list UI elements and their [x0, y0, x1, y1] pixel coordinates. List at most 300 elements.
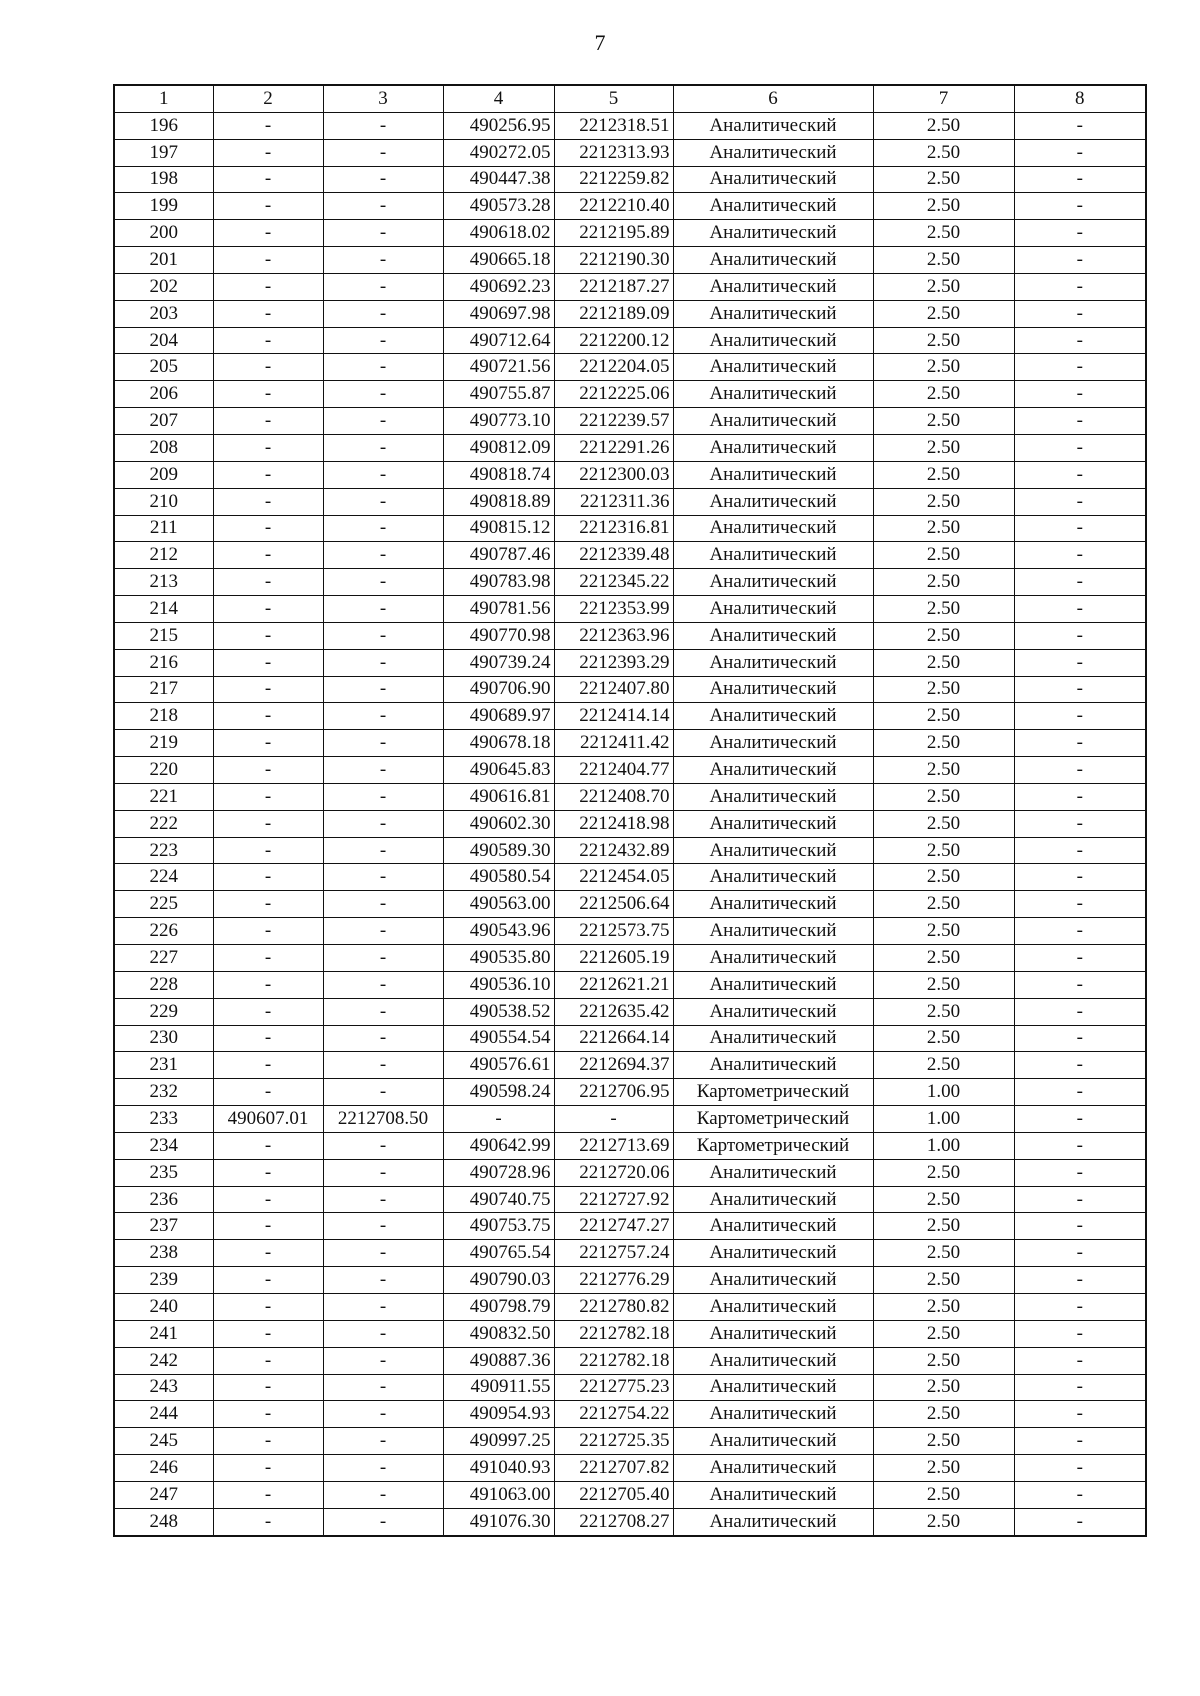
- table-cell: 235: [114, 1159, 213, 1186]
- table-cell: -: [213, 112, 323, 139]
- table-cell: -: [213, 998, 323, 1025]
- table-cell: Аналитический: [673, 1455, 873, 1482]
- table-cell: -: [213, 1025, 323, 1052]
- table-cell: 2212225.06: [554, 381, 673, 408]
- table-cell: Аналитический: [673, 596, 873, 623]
- table-row: [114, 703, 1146, 730]
- table-cell: -: [323, 1052, 443, 1079]
- table-cell: 2212407.80: [554, 676, 673, 703]
- table-cell: 236: [114, 1186, 213, 1213]
- table-row: [114, 1401, 1146, 1428]
- table-cell: 208: [114, 434, 213, 461]
- table-cell: Аналитический: [673, 945, 873, 972]
- table-cell: Аналитический: [673, 918, 873, 945]
- page-number: 7: [594, 30, 606, 55]
- table-cell: 490678.18: [443, 730, 554, 757]
- table-row: [114, 1052, 1146, 1079]
- table-cell: 243: [114, 1374, 213, 1401]
- table-cell: 2212725.35: [554, 1428, 673, 1455]
- table-cell: -: [323, 381, 443, 408]
- table-cell: -: [1014, 1159, 1146, 1186]
- table-row: [114, 247, 1146, 274]
- table-cell: Аналитический: [673, 703, 873, 730]
- table-cell: 196: [114, 112, 213, 139]
- table-cell: -: [1014, 1079, 1146, 1106]
- table-cell: 225: [114, 891, 213, 918]
- table-cell: 228: [114, 971, 213, 998]
- table-cell: -: [1014, 971, 1146, 998]
- table-cell: 2212339.48: [554, 542, 673, 569]
- table-cell: 1.00: [873, 1132, 1014, 1159]
- table-cell: 2.50: [873, 1186, 1014, 1213]
- table-cell: 1.00: [873, 1079, 1014, 1106]
- table-cell: -: [1014, 1267, 1146, 1294]
- table-cell: -: [213, 1481, 323, 1508]
- table-cell: -: [1014, 220, 1146, 247]
- table-cell: 220: [114, 757, 213, 784]
- table-cell: 490272.05: [443, 139, 554, 166]
- table-cell: -: [323, 757, 443, 784]
- table-cell: 490818.89: [443, 488, 554, 515]
- table-cell: 2212621.21: [554, 971, 673, 998]
- table-cell: 206: [114, 381, 213, 408]
- table-cell: -: [443, 1106, 554, 1133]
- table-row: [114, 434, 1146, 461]
- table-cell: -: [1014, 300, 1146, 327]
- table-cell: Аналитический: [673, 1481, 873, 1508]
- table-cell: -: [213, 1132, 323, 1159]
- table-cell: 2.50: [873, 649, 1014, 676]
- table-cell: -: [1014, 757, 1146, 784]
- table-cell: -: [323, 1240, 443, 1267]
- table-cell: 2212259.82: [554, 166, 673, 193]
- table-cell: Аналитический: [673, 1186, 873, 1213]
- table-cell: 2.50: [873, 1455, 1014, 1482]
- table-cell: -: [213, 1428, 323, 1455]
- table-cell: Аналитический: [673, 273, 873, 300]
- table-cell: 218: [114, 703, 213, 730]
- table-cell: -: [1014, 273, 1146, 300]
- table-cell: 2212411.42: [554, 730, 673, 757]
- table-cell: -: [1014, 112, 1146, 139]
- table-row: [114, 112, 1146, 139]
- table-cell: Аналитический: [673, 1159, 873, 1186]
- table-cell: 2.50: [873, 864, 1014, 891]
- table-cell: -: [323, 1079, 443, 1106]
- table-cell: -: [1014, 1374, 1146, 1401]
- table-row: [114, 810, 1146, 837]
- table-cell: 2.50: [873, 569, 1014, 596]
- table-cell: 2.50: [873, 837, 1014, 864]
- table-cell: -: [1014, 1025, 1146, 1052]
- column-header: 6: [673, 85, 873, 112]
- table-cell: 490954.93: [443, 1401, 554, 1428]
- table-cell: 2.50: [873, 1159, 1014, 1186]
- table-cell: 242: [114, 1347, 213, 1374]
- table-cell: -: [323, 139, 443, 166]
- table-cell: -: [213, 649, 323, 676]
- table-cell: Аналитический: [673, 891, 873, 918]
- table-cell: 229: [114, 998, 213, 1025]
- table-cell: -: [323, 1455, 443, 1482]
- table-cell: 490818.74: [443, 461, 554, 488]
- table-cell: Аналитический: [673, 354, 873, 381]
- table-cell: -: [213, 139, 323, 166]
- coordinates-table: [113, 84, 1147, 1537]
- table-cell: -: [554, 1106, 673, 1133]
- table-cell: 241: [114, 1320, 213, 1347]
- table-cell: 490832.50: [443, 1320, 554, 1347]
- table-row: [114, 1159, 1146, 1186]
- table-cell: 490812.09: [443, 434, 554, 461]
- table-cell: -: [1014, 461, 1146, 488]
- table-cell: -: [323, 1508, 443, 1535]
- table-row: [114, 1267, 1146, 1294]
- table-row: [114, 488, 1146, 515]
- table-cell: 2212404.77: [554, 757, 673, 784]
- table-cell: -: [323, 166, 443, 193]
- table-cell: -: [323, 1267, 443, 1294]
- table-cell: -: [213, 408, 323, 435]
- table-cell: -: [323, 1293, 443, 1320]
- table-row: [114, 1213, 1146, 1240]
- table-cell: Аналитический: [673, 434, 873, 461]
- table-cell: 209: [114, 461, 213, 488]
- table-cell: 2212418.98: [554, 810, 673, 837]
- table-row: [114, 649, 1146, 676]
- table-cell: 2.50: [873, 730, 1014, 757]
- table-cell: 490712.64: [443, 327, 554, 354]
- table-cell: -: [213, 1347, 323, 1374]
- table-cell: Аналитический: [673, 569, 873, 596]
- table-cell: -: [323, 1132, 443, 1159]
- table-cell: 490911.55: [443, 1374, 554, 1401]
- table-row: [114, 1428, 1146, 1455]
- table-cell: -: [213, 730, 323, 757]
- table-cell: -: [213, 1508, 323, 1535]
- table-cell: 2212210.40: [554, 193, 673, 220]
- table-cell: -: [213, 1374, 323, 1401]
- table-row: [114, 569, 1146, 596]
- table-cell: 2.50: [873, 1240, 1014, 1267]
- table-cell: Аналитический: [673, 542, 873, 569]
- table-cell: -: [1014, 1455, 1146, 1482]
- table-cell: Аналитический: [673, 864, 873, 891]
- table-cell: 221: [114, 783, 213, 810]
- table-cell: 238: [114, 1240, 213, 1267]
- table-cell: -: [323, 971, 443, 998]
- table-cell: 201: [114, 247, 213, 274]
- table-cell: Аналитический: [673, 488, 873, 515]
- table-cell: 2212316.81: [554, 515, 673, 542]
- table-cell: -: [213, 434, 323, 461]
- table-cell: 2212573.75: [554, 918, 673, 945]
- table-row: [114, 1132, 1146, 1159]
- table-cell: -: [213, 300, 323, 327]
- table-cell: -: [323, 434, 443, 461]
- table-cell: 2212780.82: [554, 1293, 673, 1320]
- table-cell: -: [1014, 730, 1146, 757]
- table-cell: 199: [114, 193, 213, 220]
- table-cell: -: [323, 1186, 443, 1213]
- table-cell: 2.50: [873, 112, 1014, 139]
- table-cell: Аналитический: [673, 1347, 873, 1374]
- table-cell: 215: [114, 622, 213, 649]
- table-cell: -: [213, 542, 323, 569]
- table-cell: 490535.80: [443, 945, 554, 972]
- table-cell: Аналитический: [673, 757, 873, 784]
- table-cell: -: [213, 273, 323, 300]
- table-cell: 2212187.27: [554, 273, 673, 300]
- table-cell: -: [213, 1240, 323, 1267]
- table-cell: -: [323, 193, 443, 220]
- table-cell: 248: [114, 1508, 213, 1535]
- table-cell: -: [323, 488, 443, 515]
- table-cell: -: [323, 1347, 443, 1374]
- table-cell: 246: [114, 1455, 213, 1482]
- table-cell: -: [213, 1455, 323, 1482]
- table-cell: 490706.90: [443, 676, 554, 703]
- table-cell: 490589.30: [443, 837, 554, 864]
- table-cell: -: [323, 1428, 443, 1455]
- table-cell: 490787.46: [443, 542, 554, 569]
- table-cell: Аналитический: [673, 1293, 873, 1320]
- table-cell: 490728.96: [443, 1159, 554, 1186]
- table-cell: 2212775.23: [554, 1374, 673, 1401]
- table-cell: 490642.99: [443, 1132, 554, 1159]
- table-cell: 2.50: [873, 783, 1014, 810]
- table-cell: Аналитический: [673, 408, 873, 435]
- table-cell: 203: [114, 300, 213, 327]
- table-cell: 2.50: [873, 247, 1014, 274]
- table-row: [114, 676, 1146, 703]
- table-cell: -: [323, 622, 443, 649]
- table-cell: 490618.02: [443, 220, 554, 247]
- table-cell: -: [213, 783, 323, 810]
- table-row: [114, 1186, 1146, 1213]
- table-cell: -: [213, 381, 323, 408]
- table-cell: 490576.61: [443, 1052, 554, 1079]
- table-row: [114, 1293, 1146, 1320]
- table-cell: -: [1014, 1347, 1146, 1374]
- table-row: [114, 515, 1146, 542]
- table-cell: 2212432.89: [554, 837, 673, 864]
- table-cell: -: [323, 1401, 443, 1428]
- table-cell: -: [323, 300, 443, 327]
- table-cell: 2212204.05: [554, 354, 673, 381]
- table-cell: 2.50: [873, 998, 1014, 1025]
- table-cell: Аналитический: [673, 1428, 873, 1455]
- table-cell: 490815.12: [443, 515, 554, 542]
- table-cell: 202: [114, 273, 213, 300]
- table-cell: 2.50: [873, 273, 1014, 300]
- table-cell: -: [1014, 998, 1146, 1025]
- table-cell: Аналитический: [673, 139, 873, 166]
- table-row: [114, 1508, 1146, 1535]
- table-cell: 2212782.18: [554, 1347, 673, 1374]
- table-cell: -: [323, 810, 443, 837]
- table-cell: 2212414.14: [554, 703, 673, 730]
- table-row: [114, 1455, 1146, 1482]
- table-row: [114, 300, 1146, 327]
- table-cell: 2212705.40: [554, 1481, 673, 1508]
- table-row: [114, 327, 1146, 354]
- table-cell: Аналитический: [673, 166, 873, 193]
- table-cell: 2212605.19: [554, 945, 673, 972]
- table-cell: 205: [114, 354, 213, 381]
- table-cell: 490602.30: [443, 810, 554, 837]
- table-row: [114, 596, 1146, 623]
- table-cell: 2212345.22: [554, 569, 673, 596]
- table-cell: -: [213, 1052, 323, 1079]
- table-cell: 2.50: [873, 971, 1014, 998]
- table-cell: -: [1014, 1320, 1146, 1347]
- table-cell: -: [1014, 1132, 1146, 1159]
- table-cell: 2212713.69: [554, 1132, 673, 1159]
- column-header: 7: [873, 85, 1014, 112]
- table-cell: -: [213, 1186, 323, 1213]
- table-cell: 2212706.95: [554, 1079, 673, 1106]
- table-cell: Аналитический: [673, 1267, 873, 1294]
- table-cell: -: [323, 649, 443, 676]
- table-cell: 2212708.27: [554, 1508, 673, 1535]
- table-cell: -: [213, 676, 323, 703]
- table-cell: 490692.23: [443, 273, 554, 300]
- table-row: [114, 461, 1146, 488]
- table-row: [114, 1106, 1146, 1133]
- table-cell: 2212239.57: [554, 408, 673, 435]
- table-cell: 2.50: [873, 1347, 1014, 1374]
- table-cell: -: [1014, 327, 1146, 354]
- table-row: [114, 542, 1146, 569]
- table-cell: 490536.10: [443, 971, 554, 998]
- table-cell: 2212782.18: [554, 1320, 673, 1347]
- table-cell: Аналитический: [673, 1240, 873, 1267]
- table-cell: 2212708.50: [323, 1106, 443, 1133]
- table-cell: -: [1014, 1106, 1146, 1133]
- table-cell: 2.50: [873, 193, 1014, 220]
- table-cell: Аналитический: [673, 1052, 873, 1079]
- table-cell: 490580.54: [443, 864, 554, 891]
- column-header: 4: [443, 85, 554, 112]
- table-cell: 2212195.89: [554, 220, 673, 247]
- table-cell: -: [1014, 193, 1146, 220]
- table-cell: -: [323, 247, 443, 274]
- table-cell: 2212776.29: [554, 1267, 673, 1294]
- table-cell: Картометрический: [673, 1106, 873, 1133]
- table-cell: 2.50: [873, 139, 1014, 166]
- table-cell: -: [213, 810, 323, 837]
- table-cell: Аналитический: [673, 783, 873, 810]
- table-cell: -: [213, 596, 323, 623]
- table-row: [114, 1347, 1146, 1374]
- table-cell: 2.50: [873, 1025, 1014, 1052]
- table-cell: -: [213, 488, 323, 515]
- table-cell: -: [1014, 166, 1146, 193]
- table-cell: Аналитический: [673, 515, 873, 542]
- table-cell: Аналитический: [673, 649, 873, 676]
- table-row: [114, 998, 1146, 1025]
- table-cell: 204: [114, 327, 213, 354]
- table-cell: -: [213, 971, 323, 998]
- table-cell: 200: [114, 220, 213, 247]
- table-cell: 232: [114, 1079, 213, 1106]
- table-cell: -: [213, 891, 323, 918]
- table-cell: -: [1014, 408, 1146, 435]
- table-cell: 2.50: [873, 515, 1014, 542]
- table-cell: 214: [114, 596, 213, 623]
- table-cell: -: [1014, 864, 1146, 891]
- table-cell: 233: [114, 1106, 213, 1133]
- table-cell: -: [213, 837, 323, 864]
- table-cell: 490765.54: [443, 1240, 554, 1267]
- table-cell: 2.50: [873, 1293, 1014, 1320]
- table-cell: -: [213, 247, 323, 274]
- table-cell: 490997.25: [443, 1428, 554, 1455]
- table-cell: 234: [114, 1132, 213, 1159]
- table-cell: -: [1014, 676, 1146, 703]
- table-cell: Картометрический: [673, 1079, 873, 1106]
- table-cell: 2212300.03: [554, 461, 673, 488]
- table-row: [114, 220, 1146, 247]
- table-cell: 2212727.92: [554, 1186, 673, 1213]
- table-cell: 222: [114, 810, 213, 837]
- table-row: [114, 1025, 1146, 1052]
- table-cell: Аналитический: [673, 1320, 873, 1347]
- table-cell: 490798.79: [443, 1293, 554, 1320]
- table-cell: 240: [114, 1293, 213, 1320]
- table-row: [114, 139, 1146, 166]
- table-row: [114, 1079, 1146, 1106]
- column-header: 2: [213, 85, 323, 112]
- column-header: 8: [1014, 85, 1146, 112]
- table-cell: 210: [114, 488, 213, 515]
- table-cell: 224: [114, 864, 213, 891]
- table-cell: -: [1014, 703, 1146, 730]
- table-row: [114, 971, 1146, 998]
- table-cell: -: [213, 1079, 323, 1106]
- table-cell: -: [323, 327, 443, 354]
- table-cell: Аналитический: [673, 971, 873, 998]
- table-cell: 217: [114, 676, 213, 703]
- table-cell: 2212291.26: [554, 434, 673, 461]
- table-cell: 2.50: [873, 703, 1014, 730]
- table-cell: -: [323, 703, 443, 730]
- table-header-row: [114, 85, 1146, 112]
- table-cell: 490783.98: [443, 569, 554, 596]
- table-cell: 2.50: [873, 1401, 1014, 1428]
- table-cell: 2.50: [873, 757, 1014, 784]
- table-cell: 491076.30: [443, 1508, 554, 1535]
- table-cell: Аналитический: [673, 381, 873, 408]
- table-cell: -: [323, 273, 443, 300]
- table-cell: 216: [114, 649, 213, 676]
- table-cell: Аналитический: [673, 327, 873, 354]
- table-cell: 2212694.37: [554, 1052, 673, 1079]
- table-cell: 212: [114, 542, 213, 569]
- table-cell: 226: [114, 918, 213, 945]
- table-cell: 490607.01: [213, 1106, 323, 1133]
- table-row: [114, 864, 1146, 891]
- table-cell: Аналитический: [673, 1213, 873, 1240]
- table-cell: 490573.28: [443, 193, 554, 220]
- table-cell: Аналитический: [673, 1508, 873, 1535]
- table-cell: Аналитический: [673, 730, 873, 757]
- table-cell: -: [1014, 1240, 1146, 1267]
- table-cell: 2212318.51: [554, 112, 673, 139]
- table-cell: -: [1014, 1401, 1146, 1428]
- table-cell: 490665.18: [443, 247, 554, 274]
